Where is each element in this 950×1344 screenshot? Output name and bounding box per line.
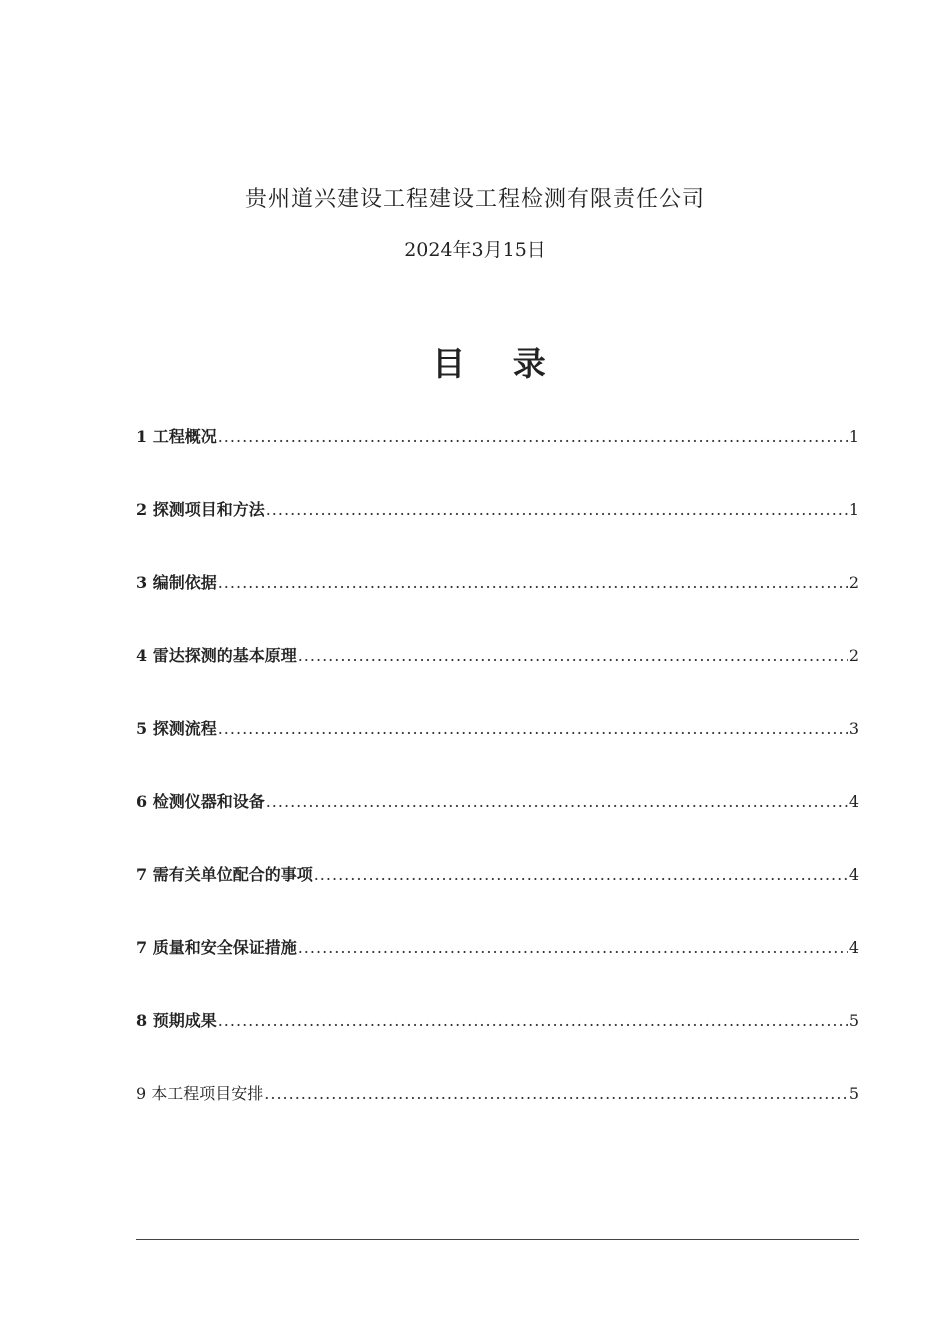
toc-dot-leader xyxy=(264,1079,848,1109)
toc-entry[interactable] xyxy=(136,787,859,817)
toc-dot-leader xyxy=(266,787,848,817)
toc-entry[interactable] xyxy=(136,860,859,890)
toc-entry-label: 2 探测项目和方法 xyxy=(136,500,265,519)
toc-dot-leader xyxy=(298,933,848,963)
toc-entry-page: 4 xyxy=(848,938,859,957)
toc-entry-page: 3 xyxy=(848,719,859,738)
toc-entry-label: 1 工程概况 xyxy=(136,427,217,446)
toc-entry-label: 4 雷达探测的基本原理 xyxy=(136,646,297,665)
company-name: 贵州道兴建设工程建设工程检测有限责任公司 xyxy=(244,187,705,212)
toc-entry-label: 5 探测流程 xyxy=(136,719,217,738)
toc-entry-page: 5 xyxy=(848,1011,859,1030)
toc-dot-leader xyxy=(266,495,848,525)
toc-entry-label: 8 预期成果 xyxy=(136,1011,217,1030)
toc-entry-label: 9 本工程项目安排 xyxy=(136,1084,264,1103)
toc-entry[interactable] xyxy=(136,495,859,525)
toc-entry-label: 7 质量和安全保证措施 xyxy=(136,938,297,957)
toc-entry-page: 4 xyxy=(848,865,859,884)
toc-entry-page: 2 xyxy=(848,573,859,592)
toc-dot-leader xyxy=(218,568,848,598)
toc-entry-page: 2 xyxy=(848,646,859,665)
toc-dot-leader xyxy=(218,422,848,452)
toc-entry[interactable] xyxy=(136,568,859,598)
toc-entry[interactable] xyxy=(136,933,859,963)
toc-entry-page: 4 xyxy=(848,792,859,811)
toc-entry-label: 3 编制依据 xyxy=(136,573,217,592)
toc-entry-label: 6 检测仪器和设备 xyxy=(136,792,265,811)
toc-dot-leader xyxy=(218,714,848,744)
toc-title: 目 录 xyxy=(432,344,564,383)
toc-entry[interactable] xyxy=(136,1079,859,1109)
toc-dot-leader xyxy=(218,1006,848,1036)
toc-entry[interactable] xyxy=(136,1006,859,1036)
toc-entry-page: 1 xyxy=(848,500,859,519)
document-date: 2024年3月15日 xyxy=(404,239,546,261)
toc-entry[interactable] xyxy=(136,641,859,671)
footer-divider xyxy=(136,1239,859,1240)
toc-entry[interactable] xyxy=(136,422,859,452)
toc-entry-page: 1 xyxy=(848,427,859,446)
toc-dot-leader xyxy=(298,641,848,671)
toc-entry[interactable] xyxy=(136,714,859,744)
toc-entry-page: 5 xyxy=(848,1084,859,1103)
toc-dot-leader xyxy=(314,860,848,890)
toc-entry-label: 7 需有关单位配合的事项 xyxy=(136,865,313,884)
